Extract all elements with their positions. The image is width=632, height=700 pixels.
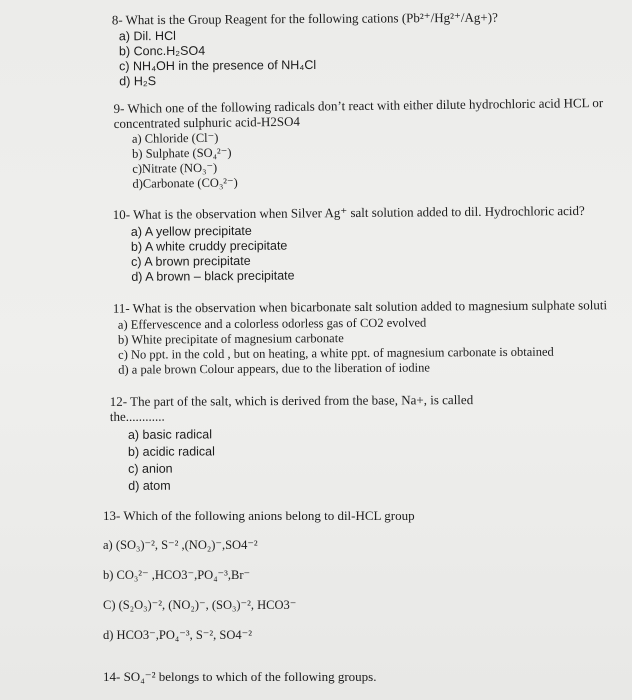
question-9-stem-line-1: 9- Which one of the following radicals don’t react with either dilute hydrochloric acid HCL or — [113, 95, 604, 116]
question-11-option-b: b) White precipitate of magnesium carbonate — [117, 331, 344, 347]
question-12-stem-line-1: 12- The part of the salt, which is derived from the base, Na+, is called — [109, 392, 474, 409]
question-11 — [113, 297, 608, 377]
question-11-option-d: d) a pale brown Colour appears, due to the liberation of iodine — [118, 360, 430, 377]
question-14 — [103, 669, 376, 684]
question-10-option-d: d) A brown – black precipitate — [131, 268, 295, 284]
question-9-stem-line-2: concentrated sulphuric acid-H2SO4 — [113, 113, 301, 131]
question-8-option-a: a) Dil. HCl — [118, 28, 176, 44]
question-13-option-c: C) (S₂O₃)⁻², (NO₂)⁻, (SO₃)⁻², HCO3⁻ — [103, 598, 297, 612]
question-12 — [110, 392, 474, 495]
question-11-stem: 11- What is the observation when bicarbonate salt solution added to magnesium sulphate soluti — [112, 297, 608, 316]
question-12-option-d: d) atom — [128, 478, 171, 493]
question-8-option-d: d) H₂S — [119, 74, 157, 89]
question-10-option-a: a) A yellow precipitate — [130, 223, 252, 239]
question-8 — [112, 10, 499, 90]
question-13 — [103, 508, 415, 643]
question-8-option-b: b) Conc.H₂SO4 — [118, 43, 206, 59]
question-9 — [113, 95, 604, 192]
question-12-option-b: b) acidic radical — [128, 444, 215, 459]
question-14-stem: 14- SO₄⁻² belongs to which of the following groups. — [103, 669, 377, 684]
question-10-option-b: b) A white cruddy precipitate — [130, 238, 288, 254]
question-12-option-c: c) anion — [128, 461, 173, 476]
question-9-option-a: a) Chloride (Cl⁻) — [131, 130, 219, 146]
question-10-option-c: c) A brown precipitate — [131, 253, 251, 269]
question-11-option-c: c) No ppt. in the cold , but on heating, a white ppt. of magnesium carbonate is obtained — [118, 344, 554, 362]
question-8-option-c: c) NH₄OH in the presence of NH₄Cl — [119, 57, 317, 74]
question-10-stem: 10- What is the observation when Silver Ag⁺ salt solution added to dil. Hydrochloric acid? — [112, 202, 585, 223]
question-9-option-c: c)Nitrate (NO₃⁻) — [132, 160, 218, 176]
question-13-option-b: b) CO₃²⁻ ,HCO3⁻,PO₄⁻³,Br⁻ — [103, 568, 251, 582]
question-12-stem-line-2: the............ — [109, 408, 165, 424]
question-13-option-d: d) HCO3⁻,PO₄⁻³, S⁻², SO4⁻² — [103, 628, 252, 642]
question-9-option-d: d)Carbonate (CO₃²⁻) — [132, 175, 238, 191]
question-10 — [113, 203, 586, 285]
question-13-stem: 13- Which of the following anions belong to dil-HCL group — [103, 508, 415, 523]
question-9-option-b: b) Sulphate (SO₄²⁻) — [132, 145, 232, 161]
question-13-option-a: a) (SO₃)⁻², S⁻² ,(NO₂)⁻,SO4⁻² — [103, 538, 258, 552]
question-8-stem: 8- What is the Group Reagent for the following cations (Pb²⁺/Hg²⁺/Ag+)? — [111, 9, 498, 28]
question-12-option-a: a) basic radical — [127, 427, 213, 442]
question-11-option-a: a) Effervescence and a colorless odorless gas of CO2 evolved — [117, 315, 427, 332]
